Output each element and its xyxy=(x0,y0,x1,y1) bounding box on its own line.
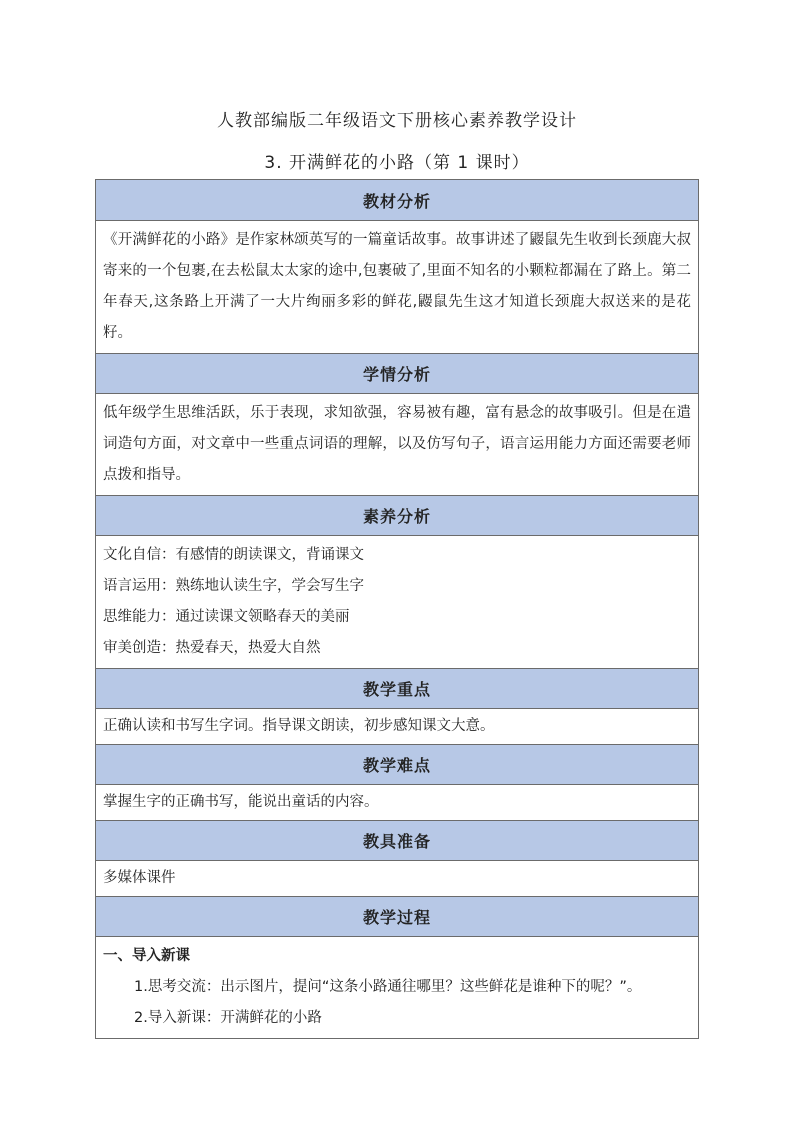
key-points-text: 正确认读和书写生字词。指导课文朗读，初步感知课文大意。 xyxy=(96,709,699,745)
section-header-row xyxy=(96,496,699,536)
process-header: 教学过程 xyxy=(96,897,699,937)
literacy-item: 文化自信：有感情的朗读课文，背诵课文 xyxy=(103,547,364,563)
section-header-row xyxy=(96,745,699,785)
difficulties-text: 掌握生字的正确书写，能说出童话的内容。 xyxy=(96,785,699,821)
tools-text: 多媒体课件 xyxy=(96,861,699,897)
students-text: 低年级学生思维活跃，乐于表现，求知欲强，容易被有趣，富有悬念的故事吸引。但是在遣词造句方面，对文章中一些重点词语的理解，以及仿写句子，语言运用能力方面还需要老师点拨和指导。 xyxy=(96,394,699,496)
materials-header: 教材分析 xyxy=(96,180,699,221)
students-header: 学情分析 xyxy=(96,354,699,394)
section-header-row xyxy=(96,897,699,937)
section-header-row xyxy=(96,354,699,394)
process-item: 2.导入新课：开满鲜花的小路 xyxy=(134,1010,322,1026)
section-body-row xyxy=(96,394,699,496)
difficulties-header: 教学难点 xyxy=(96,745,699,785)
literacy-item: 审美创造：热爱春天，热爱大自然 xyxy=(103,640,321,656)
key-points-header: 教学重点 xyxy=(96,669,699,709)
process-content xyxy=(96,937,699,1039)
literacy-header: 素养分析 xyxy=(96,496,699,536)
section-body-row xyxy=(96,937,699,1039)
literacy-list xyxy=(96,536,699,669)
process-item: 1.思考交流：出示图片，提问“这条小路通往哪里？这些鲜花是谁种下的呢？”。 xyxy=(134,979,642,995)
literacy-item: 思维能力：通过读课文领略春天的美丽 xyxy=(103,609,350,625)
process-heading: 一、导入新课 xyxy=(103,948,190,964)
section-body-row xyxy=(96,536,699,669)
section-body-row xyxy=(96,221,699,354)
section-body-row xyxy=(96,785,699,821)
lesson-subtitle: 3. 开满鲜花的小路（第 1 课时） xyxy=(264,153,530,173)
tools-header: 教具准备 xyxy=(96,821,699,861)
document-title: 人教部编版二年级语文下册核心素养教学设计 xyxy=(217,111,577,131)
section-body-row xyxy=(96,709,699,745)
lesson-plan-table xyxy=(95,179,699,1039)
section-header-row xyxy=(96,669,699,709)
literacy-item: 语言运用：熟练地认读生字，学会写生字 xyxy=(103,578,364,594)
materials-text: 《开满鲜花的小路》是作家林颂英写的一篇童话故事。故事讲述了鼹鼠先生收到长颈鹿大叔寄来的一个包裹,在去松鼠太太家的途中,包裹破了,里面不知名的小颗粒都漏在了路上。第二年春天,这条路上开满了一大片绚丽多彩的鲜花,鼹鼠先生这才知道长颈鹿大叔送来的是花籽。 xyxy=(96,221,699,354)
section-header-row xyxy=(96,821,699,861)
section-body-row xyxy=(96,861,699,897)
section-header-row xyxy=(96,180,699,221)
